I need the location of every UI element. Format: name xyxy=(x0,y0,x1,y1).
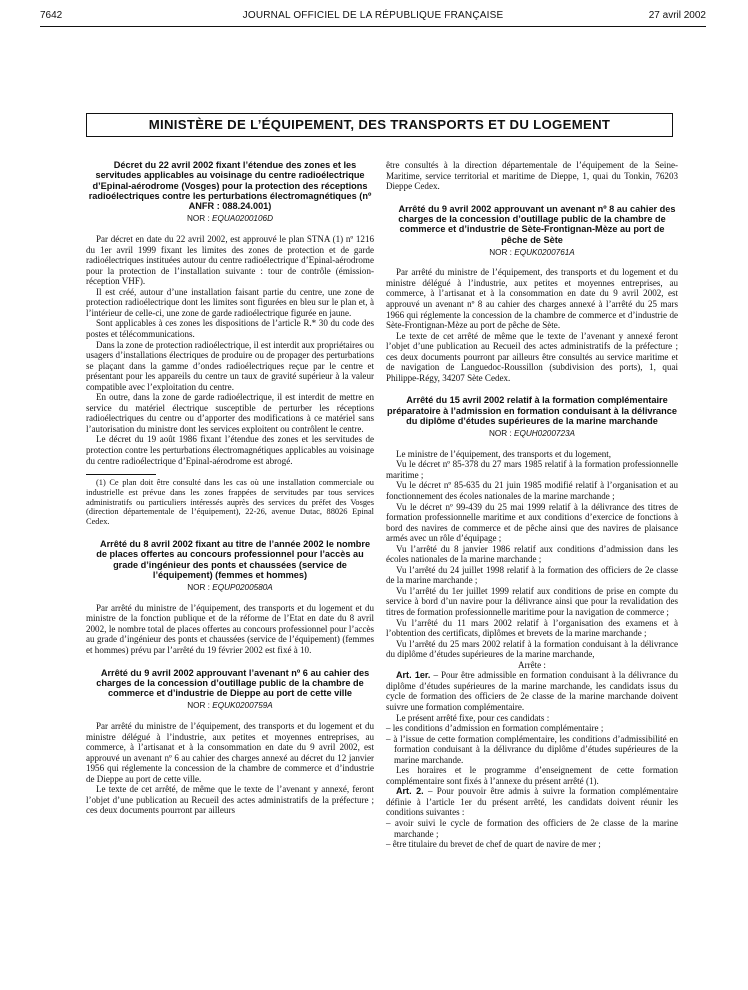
intro-paragraph: Le ministre de l’équipement, des transports et du logement, xyxy=(396,448,612,459)
footnote-rule xyxy=(86,474,156,475)
article-2-label: Art. 2. xyxy=(396,786,424,797)
page-header xyxy=(40,10,706,26)
nor-code: EQUK0200759A xyxy=(212,701,273,711)
right-column xyxy=(386,160,678,850)
nor-code: EQUK0200761A xyxy=(514,247,575,257)
article-2-text: – Pour pouvoir être admis à suivre la formation complémentaire définie à l’article 1er du présent arrêté, les candidats doivent réunir les conditions suivantes : xyxy=(386,786,679,818)
visa: Vu l’arrêté du 11 mars 2002 relatif à l’organisation des examens et à l’obtention des certificats, diplômes et brevets de la marine marchande ; xyxy=(386,617,678,639)
nor-reference xyxy=(86,583,374,594)
left-column xyxy=(86,160,374,816)
visa: Vu l’arrêté du 8 janvier 1986 relatif aux conditions d’admission dans les écoles nationales de la marine marchande ; xyxy=(386,543,678,565)
arrete-title: Arrêté du 9 avril 2002 approuvant un avenant nº 8 au cahier des charges de la concession d’outillage public de la chambre de commerce et d’industrie de Sète-Frontignan-Mèze au port de pêche de Sète xyxy=(398,203,676,245)
article-2 xyxy=(386,786,678,818)
paragraph: Par arrêté du ministre de l’équipement, des transports et du logement et du ministre de la fonction publique et de la réforme de l’Etat en date du 8 avril 2002, le nombre total de places offertes au concours professionnel pour l’accès au grade d’ingénieur des ponts et chaussées (service de l’équipement) (femmes et hommes) prévu par l’arrêté du 19 février 2002 est fixé à 10. xyxy=(86,602,374,655)
arrete-label: Arrête : xyxy=(518,659,546,670)
arrete-title: Arrêté du 9 avril 2002 approuvant l’avenant nº 6 au cahier des charges de la concession d’outillage public de la chambre de commerce et d’industrie de Dieppe au port de cette ville xyxy=(96,667,370,699)
nor-reference xyxy=(386,429,678,440)
paragraph: Par arrêté du ministre de l’équipement, des transports et du logement et du ministre délégué à l’industrie, aux petites et moyennes entreprises, au commerce, à l’artisanat et à la consommation en date du 9 avril 2002, est approuvé un avenant nº 6 au cahier des charges annexé au décret du 12 janvier 1956 qui réglemente la concession de la chambre de commerce et d’industrie de Dieppe au port de cette ville. xyxy=(86,720,374,784)
decree-title: Décret du 22 avril 2002 fixant l’étendue des zones et les servitudes applicables au voisinage du centre radioélectrique d’Epinal-aérodrome (Vosges) pour la protection des réceptions radioélectriques contre les perturbations électromagnétiques (nº ANFR : 088.24.001) xyxy=(88,160,372,212)
paragraph: En outre, dans la zone de garde radioélectrique, il est interdit de mettre en service du matériel électrique susceptible de perturber les réceptions radioélectriques du centre ou d’apporter des modifications à ce matériel sans l’autorisation du ministre dont les services exploitent ou contrôlent le centre. xyxy=(86,392,374,434)
publication-date: 27 avril 2002 xyxy=(648,10,706,21)
visa: Vu le décret nº 99-439 du 25 mai 1999 relatif à la délivrance des titres de formation professionnelle maritime et aux conditions d’exercice de fonctions à bord des navires de commerce et de pêche ainsi que des navires de plaisance armés avec un rôle d’équipage ; xyxy=(386,501,678,544)
footnote-text: (1) Ce plan doit être consulté dans les cas où une installation commerciale ou industrielle est prévue dans les zones frappées de servitudes par tous services administratifs ou particuliers intéressés auprès des services du préfet des Vosges (direction départementale de l’équipement), 22-26, avenue Dutac, 88026 Epinal Cedex. xyxy=(86,478,374,527)
article-1 xyxy=(386,670,678,712)
nor-code: EQUA0200106D xyxy=(212,214,274,224)
nor-label: NOR : xyxy=(187,701,210,711)
paragraph: Les horaires et le programme d’enseignement de cette formation complémentaire sont fixés à l’annexe du présent arrêté (1). xyxy=(386,765,678,786)
nor-reference xyxy=(86,214,374,225)
visa: Vu l’arrêté du 1er juillet 1999 relatif aux conditions de prise en compte du service à bord d’un navire pour la délivrance ainsi que pour la revalidation des titres de formation professionnelle maritime pour la navigation de commerce ; xyxy=(386,585,678,618)
nor-label: NOR : xyxy=(187,583,210,593)
paragraph: Sont applicables à ces zones les dispositions de l’article R.* 30 du code des postes et télécommunications. xyxy=(86,318,374,339)
nor-label: NOR : xyxy=(489,247,512,257)
journal-title: JOURNAL OFFICIEL DE LA RÉPUBLIQUE FRANÇAISE xyxy=(242,10,504,21)
list-item: – avoir suivi le cycle de formation des officiers de 2e classe de la marine marchande ; xyxy=(386,817,678,839)
nor-code: EQUH0200723A xyxy=(514,429,576,439)
paragraph: Par décret en date du 22 avril 2002, est approuvé le plan STNA (1) nº 1216 du 1er avril 1999 fixant les limites des zones de protection et de garde radioélectriques instituées autour du centre radioélectrique d’Epinal-aérodrome pour la protection de l’installation suivante : tour de contrôle (émission-réception VHF). xyxy=(86,234,374,287)
footnote xyxy=(86,478,374,527)
ministry-heading: MINISTÈRE DE L’ÉQUIPEMENT, DES TRANSPORTS ET DU LOGEMENT xyxy=(86,113,673,137)
paragraph: Le décret du 19 août 1986 fixant l’étendue des zones et les servitudes de protection contre les perturbations électromagnétiques applicables au voisinage du centre radioélectrique d’Epinal-aérodrome est abrogé. xyxy=(86,434,374,466)
paragraph: Il est créé, autour d’une installation faisant partie du centre, une zone de protection radioélectrique dont les limites sont figurées en bleu sur le plan et, à l’intérieur de celle-ci, une zone de garde radioélectrique figurée en jaune. xyxy=(86,286,374,318)
paragraph: Par arrêté du ministre de l’équipement, des transports et du logement et du ministre délégué à l’industrie, aux petites et moyennes entreprises, au commerce, à l’artisanat et à la consommation en date du 9 avril 2002, est approuvé un avenant nº 8 au cahier des charges annexé à l’arrêté du 25 mars 1966 qui réglemente la concession de la chambre de commerce et d’industrie de Sète-Frontignan-Mèze au port de pêche de Sète. xyxy=(386,267,678,331)
nor-label: NOR : xyxy=(488,429,512,439)
list-item: – les conditions d’admission en formation complémentaire ; xyxy=(386,723,604,734)
paragraph: Le texte de cet arrêté de même que le texte de l’avenant y annexé feront l’objet d’une publication au Recueil des actes administratifs de la préfecture ; ces deux documents pourront par ailleurs être consultés au service maritime et de navigation de Languedoc-Roussillon (subdivision des ports), 1, quai Philippe-Régy, 34207 Sète Cedex. xyxy=(386,330,678,383)
list-item: – à l’issue de cette formation complémentaire, les conditions d’admissibilité en formation conduisant à la délivrance du diplôme d’études supérieures de la marine marchande. xyxy=(386,733,678,765)
article-1-text: – Pour être admissible en formation conduisant à la délivrance du diplôme d’études supérieures de la marine marchande, les candidats issus du cycle de formation des officiers de 2e classe de la marine marchande doivent suivre une formation complémentaire. xyxy=(386,670,678,712)
visa: Vu le décret nº 85-635 du 21 juin 1985 modifié relatif à l’organisation et au fonctionnement des écoles nationales de la marine marchande ; xyxy=(386,480,678,502)
arrete-title: Arrêté du 15 avril 2002 relatif à la formation complémentaire préparatoire à l’admission en formation conduisant à la délivrance du diplôme d’études supérieures de la marine marchande xyxy=(387,395,677,426)
nor-reference xyxy=(386,248,678,259)
paragraph: Dans la zone de protection radioélectrique, il est interdit aux propriétaires ou usagers d’installations électriques de produire ou de propager des perturbations se plaçant dans la gamme d’ondes radioélectriques reçue par le centre et présentant pour les appareils du centre un taux de gravité supérieur à la valeur compatible avec l’exploitation du centre. xyxy=(86,339,374,392)
paragraph: Le texte de cet arrêté, de même que le texte de l’avenant y annexé, feront l’objet d’une publication au Recueil des actes administratifs de la préfecture ; ces deux documents pourront par ailleurs xyxy=(86,784,374,816)
nor-label: NOR : xyxy=(186,214,210,224)
header-rule xyxy=(40,26,706,27)
visa: Vu l’arrêté du 24 juillet 1998 relatif à la formation des officiers de 2e classe de la marine marchande ; xyxy=(386,564,678,586)
continued-paragraph: être consultés à la direction départementale de l’équipement de la Seine-Maritime, service territorial et maritime de Dieppe, 1, quai du Tonkin, 76203 Dieppe Cedex. xyxy=(386,160,678,192)
visa: Vu le décret nº 85-378 du 27 mars 1985 relatif à la formation professionnelle maritime ; xyxy=(386,459,678,480)
nor-reference xyxy=(86,701,374,712)
paragraph: Le présent arrêté fixe, pour ces candidats : xyxy=(396,712,550,723)
list-item: – être titulaire du brevet de chef de quart de navire de mer ; xyxy=(386,839,601,850)
arrete-title: Arrêté du 8 avril 2002 fixant au titre de l’année 2002 le nombre de places offertes au concours professionnel pour l’accès au grade d’ingénieur des ponts et chaussées (service de l’équipement) (femmes et hommes) xyxy=(96,539,371,580)
visa: Vu l’arrêté du 25 mars 2002 relatif à la formation conduisant à la délivrance du diplôme d’études supérieures de la marine marchande, xyxy=(386,638,678,660)
page-number: 7642 xyxy=(40,10,63,21)
article-1-label: Art. 1er. xyxy=(396,670,431,681)
nor-code: EQUP0200580A xyxy=(212,583,273,593)
